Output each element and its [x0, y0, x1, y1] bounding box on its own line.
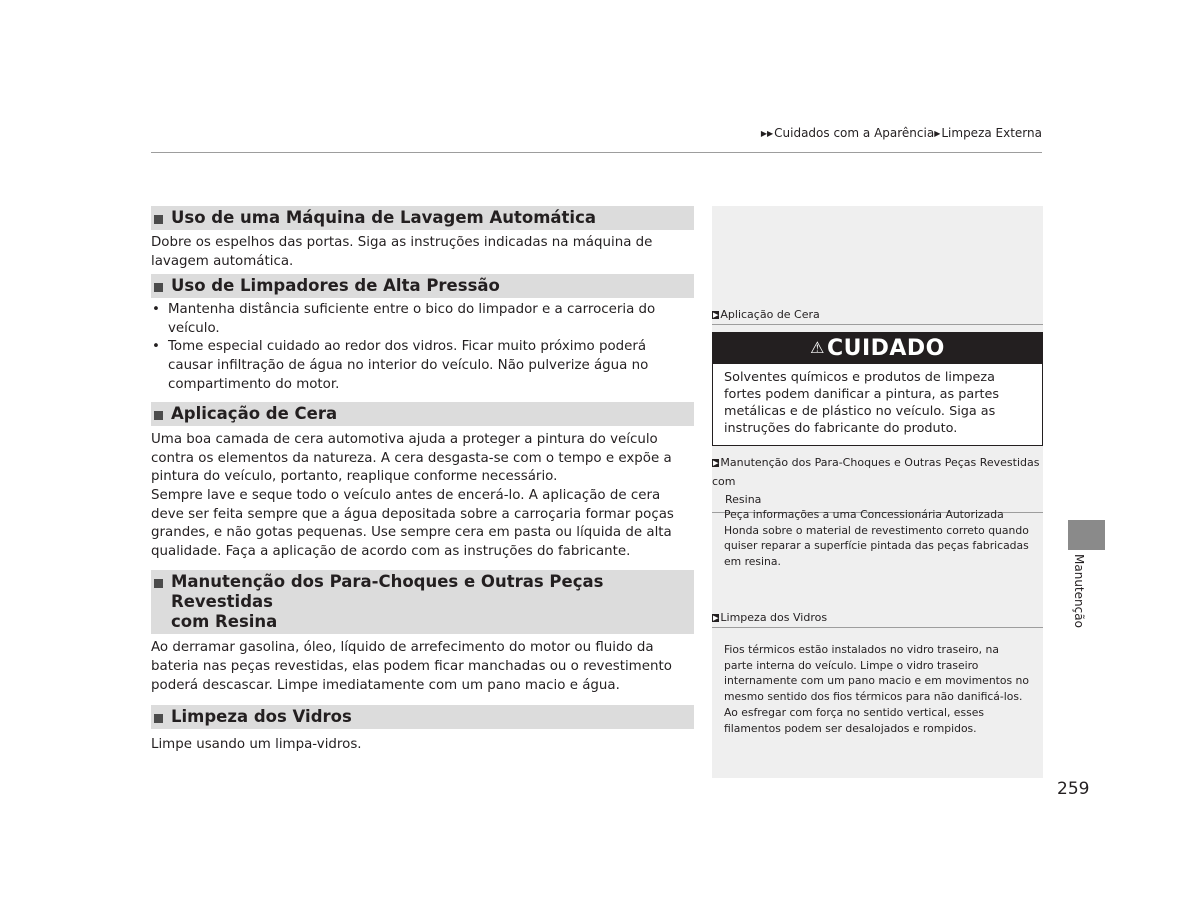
note-reference-label[interactable]: Aplicação de Cera	[720, 308, 820, 321]
note-reference	[712, 454, 1043, 513]
header-divider	[151, 152, 1042, 153]
note-reference-label-cont[interactable]: Resina	[725, 493, 762, 506]
chapter-tab	[1068, 520, 1105, 550]
bullet-list	[151, 301, 694, 394]
sidebar-notes	[712, 206, 1043, 778]
warning-header	[713, 333, 1042, 364]
breadcrumb-arrow-icon: ▶▶	[760, 129, 774, 138]
section-title-line2: com Resina	[171, 612, 278, 632]
note-reference	[712, 611, 1043, 628]
warning-triangle-icon: ⚠	[810, 338, 825, 357]
list-item: • Tome especial cuidado ao redor dos vidros. Ficar muito próximo poderá causar infiltração de água no interior do veículo. Não pulverize água no compartimento do motor.	[152, 339, 649, 392]
section-title: Uso de uma Máquina de Lavagem Automática	[171, 208, 597, 227]
page-number: 259	[1057, 779, 1090, 799]
warning-box	[712, 332, 1043, 446]
note-reference-label[interactable]: Limpeza dos Vidros	[720, 611, 828, 624]
section-title-line1: Manutenção dos Para-Choques e Outras Peças Revestidas	[171, 572, 604, 612]
square-bullet-icon	[154, 215, 163, 224]
section-heading	[151, 274, 694, 298]
section-heading	[151, 206, 694, 230]
section-body: Dobre os espelhos das portas. Siga as instruções indicadas na máquina de lavagem automática.	[151, 235, 653, 269]
note-reference	[712, 308, 1043, 325]
section-title: Limpeza dos Vidros	[171, 707, 352, 727]
breadcrumb	[761, 126, 1042, 140]
list-item: • Mantenha distância suficiente entre o bico do limpador e a carroceria do veículo.	[152, 302, 656, 336]
section-heading	[151, 570, 694, 634]
breadcrumb-part2[interactable]: Limpeza Externa	[941, 126, 1042, 140]
section-heading	[151, 402, 694, 426]
section-title: Aplicação de Cera	[171, 404, 338, 424]
reference-icon: ▶	[713, 614, 719, 622]
square-bullet-icon	[154, 411, 163, 420]
note-text: Fios térmicos estão instalados no vidro traseiro, na parte interna do veículo. Limpe o vidro traseiro internamente com um pano macio e em movimentos no mesmo sentido dos fios térmicos para não danificá-los. Ao esfregar com força no sentido vertical, esses filamentos podem ser desalojados e rompidos.	[724, 643, 1030, 735]
chapter-tab-label: Manutenção	[1072, 554, 1086, 628]
square-bullet-icon	[154, 714, 163, 723]
note-reference-label[interactable]: Manutenção dos Para-Choques e Outras Peças Revestidas com	[712, 456, 1040, 488]
breadcrumb-arrow-icon: ▶	[934, 129, 941, 138]
reference-icon: ▶	[713, 311, 719, 319]
square-bullet-icon	[154, 579, 163, 588]
section-title: Uso de Limpadores de Alta Pressão	[171, 276, 500, 296]
section-body: Uma boa camada de cera automotiva ajuda a proteger a pintura do veículo contra os elementos da natureza. A cera desgasta-se com o tempo e expõe a pintura do veículo, portanto, reaplique conforme necessário.	[151, 432, 672, 485]
section-body: Ao derramar gasolina, óleo, líquido de arrefecimento do motor ou fluido da bateria nas peças revestidas, elas podem ficar manchadas ou o revestimento poderá descascar. Limpe imediatamente com um pano macio e água.	[151, 640, 672, 693]
warning-text: Solventes químicos e produtos de limpeza fortes podem danificar a pintura, as partes metálicas e de plástico no veículo. Siga as instruções do fabricante do produto.	[724, 370, 1000, 436]
square-bullet-icon	[154, 283, 163, 292]
main-content	[151, 206, 694, 755]
reference-icon: ▶	[713, 459, 719, 467]
section-body: Limpe usando um limpa-vidros.	[151, 737, 362, 753]
warning-title: CUIDADO	[826, 336, 945, 361]
section-heading	[151, 705, 694, 729]
note-text: Peça informações a uma Concessionária Autorizada Honda sobre o material de revestimento correto quando quiser reparar a superfície pintada das peças fabricadas em resina.	[724, 508, 1029, 569]
section-body: Sempre lave e seque todo o veículo antes de encerá-lo. A aplicação de cera deve ser feita sempre que a água depositada sobre a carroçaria formar poças grandes, e não gotas pequenas. Use sempre cera em pasta ou líquida de alta qualidade. Faça a aplicação de acordo com as instruções do fabricante.	[151, 487, 674, 559]
breadcrumb-part1[interactable]: Cuidados com a Aparência	[774, 126, 935, 140]
